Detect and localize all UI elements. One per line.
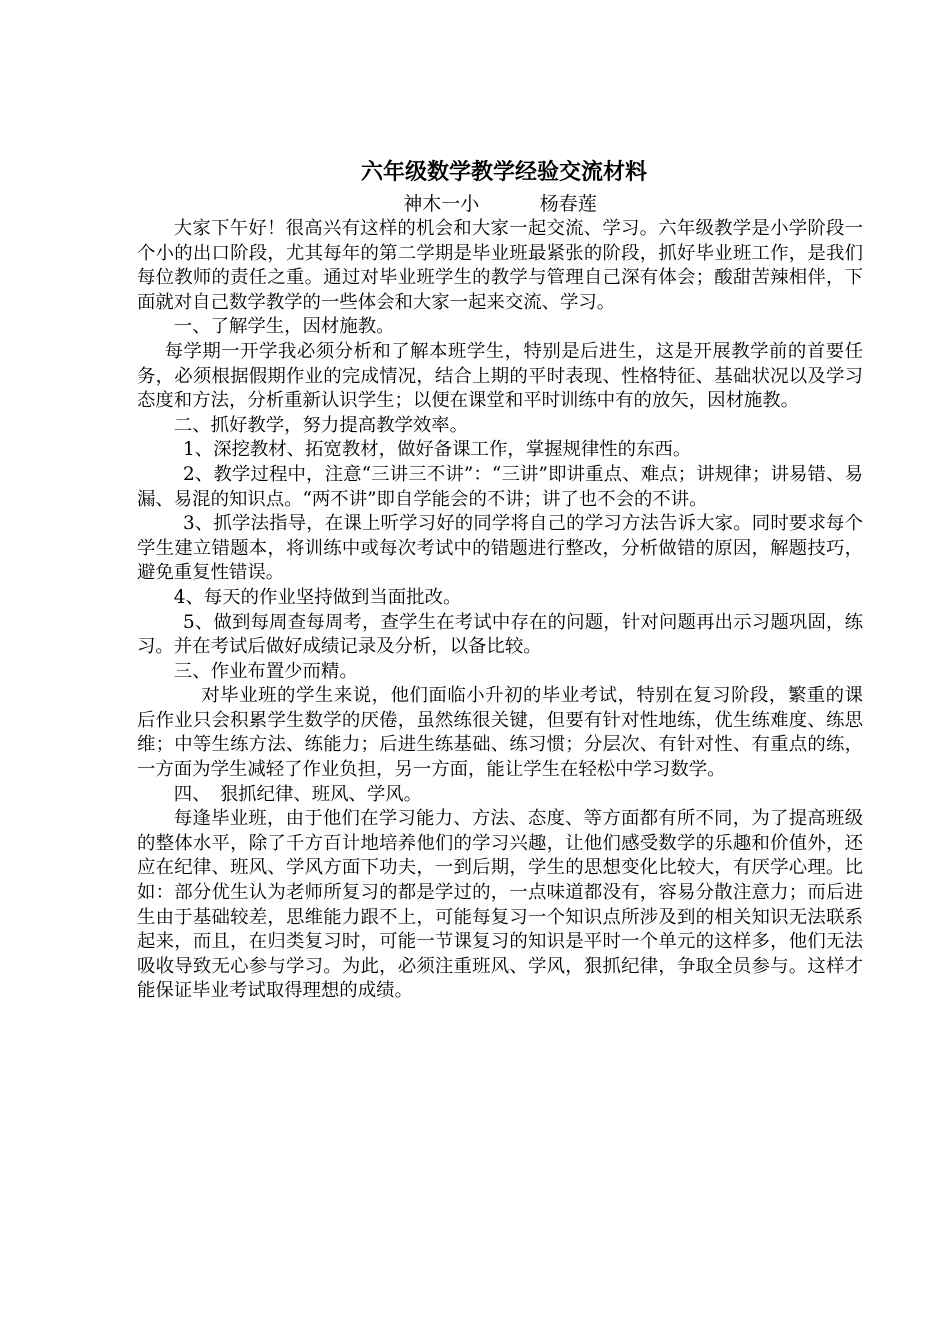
section-heading: 四、 狠抓纪律、班风、学风。 <box>173 783 423 805</box>
paragraph: 大家下午好！很高兴有这样的机会和大家一起交流、学习。六年级教学是小学阶段一个小的出口阶段，尤其每年的第二学期是毕业班最紧张的阶段，抓好毕业班工作，是我们每位教师的责任之重。通过对毕业班学生的教学与管理自己深有体会；酸甜苦辣相伴，下面就对自己数学教学的一些体会和大家一起来交流、学习。 <box>137 218 863 313</box>
list-item: 2、教学过程中，注意“三讲三不讲”：“三讲”即讲重点、难点；讲规律；讲易错、易漏、易混的知识点。“两不讲”即自学能会的不讲；讲了也不会的不讲。 <box>137 463 863 510</box>
paragraph: 对毕业班的学生来说，他们面临小升初的毕业考试，特别在复习阶段，繁重的课后作业只会积累学生数学的厌倦，虽然练很关键，但要有针对性地练，优生练难度、练思维；中等生练方法、练能力；后进生练基础、练习惯；分层次、有针对性、有重点的练，一方面为学生减轻了作业负担，另一方面，能让学生在轻松中学习数学。 <box>137 685 863 781</box>
section-heading: 二、抓好教学，努力提高教学效率。 <box>173 414 469 436</box>
document-body <box>137 155 863 1004</box>
document-title: 六年级数学教学经验交流材料 <box>360 159 647 185</box>
paragraph: 每学期一开学我必须分析和了解本班学生，特别是后进生，这是开展教学前的首要任务，必须根据假期作业的完成情况，结合上期的平时表现、性格特征、基础状况以及学习态度和方法，分析重新认识学生；以便在课堂和平时训练中有的放矢，因材施教。 <box>137 340 863 412</box>
section-heading: 一、了解学生，因材施教。 <box>173 316 395 338</box>
section-heading: 三、作业布置少而精。 <box>173 660 358 682</box>
list-item: 5、做到每周查每周考，查学生在考试中存在的问题，针对问题再出示习题巩固，练习。并在考试后做好成绩记录及分析，以备比较。 <box>137 611 863 658</box>
author-line: 神木一小 杨春莲 <box>403 193 597 215</box>
list-item: 4、每天的作业坚持做到当面批改。 <box>173 586 462 608</box>
paragraph-list <box>137 217 863 1004</box>
paragraph: 每逢毕业班，由于他们在学习能力、方法、态度、等方面都有所不同，为了提高班级的整体水平，除了千方百计地培养他们的学习兴趣，让他们感受数学的乐趣和价值外，还应在纪律、班风、学风方面下功夫，一到后期，学生的思想变化比较大，有厌学心理。比如：部分优生认为老师所复习的都是学过的，一点味道都没有，容易分散注意力；而后进生由于基础较差，思维能力跟不上，可能每复习一个知识点所涉及到的相关知识无法联系起来，而且，在归类复习时，可能一节课复习的知识是平时一个单元的这样多，他们无法吸收导致无心参与学习。为此，必须注重班风、学风，狠抓纪律，争取全员参与。这样才能保证毕业考试取得理想的成绩。 <box>137 808 863 1002</box>
list-item: 3、抓学法指导，在课上听学习好的同学将自己的学习方法告诉大家。同时要求每个学生建立错题本，将训练中或每次考试中的错题进行整改，分析做错的原因，解题技巧，避免重复性错误。 <box>137 513 863 584</box>
list-item: 1、深挖教材、拓宽教材，做好备课工作，掌握规律性的东西。 <box>183 439 692 461</box>
